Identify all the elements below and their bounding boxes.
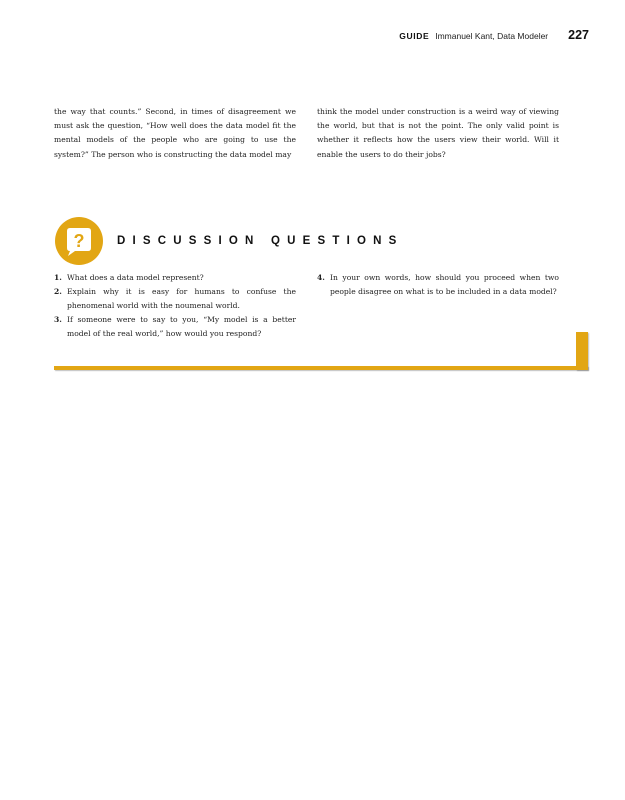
question-item bbox=[54, 285, 296, 313]
discussion-questions-heading bbox=[54, 216, 404, 266]
questions-list-left bbox=[54, 271, 296, 341]
question-text: Explain why it is easy for humans to confuse the phenomenal world with the noumenal world. bbox=[67, 287, 296, 310]
guide-label: GUIDE bbox=[399, 31, 430, 41]
guide-frame-bottom-rule bbox=[54, 366, 588, 370]
body-paragraph-right: think the model under construction is a weird way of viewing the world, but that is not the point. The only valid point is whether it reflects how the users view their world. Will it enable the users to do their jobs? bbox=[317, 107, 559, 159]
guide-frame-corner-bar bbox=[576, 332, 588, 370]
question-item bbox=[317, 271, 559, 299]
discussion-title: DISCUSSION QUESTIONS bbox=[117, 235, 404, 247]
running-header bbox=[399, 28, 589, 42]
question-item bbox=[54, 313, 296, 341]
question-number: 4. bbox=[317, 273, 325, 282]
question-number: 2. bbox=[54, 287, 62, 296]
page-number: 227 bbox=[568, 28, 589, 42]
question-text: What does a data model represent? bbox=[67, 273, 204, 282]
question-mark-glyph: ? bbox=[73, 231, 85, 251]
guide-title: Immanuel Kant, Data Modeler bbox=[435, 31, 549, 41]
question-text: In your own words, how should you proceed when two people disagree on what is to be included in a data model? bbox=[330, 273, 559, 296]
body-paragraph-left: the way that counts.” Second, in times of disagreement we must ask the question, “How well does the data model fit the mental models of the people who are going to use the system?” The person who is constructing the data model may bbox=[54, 107, 296, 159]
question-item bbox=[54, 271, 296, 285]
question-mark-icon bbox=[54, 216, 104, 266]
question-number: 1. bbox=[54, 273, 62, 282]
question-number: 3. bbox=[54, 315, 62, 324]
questions-list-right bbox=[317, 271, 559, 299]
question-text: If someone were to say to you, “My model is a better model of the real world,” how would you respond? bbox=[67, 315, 296, 338]
